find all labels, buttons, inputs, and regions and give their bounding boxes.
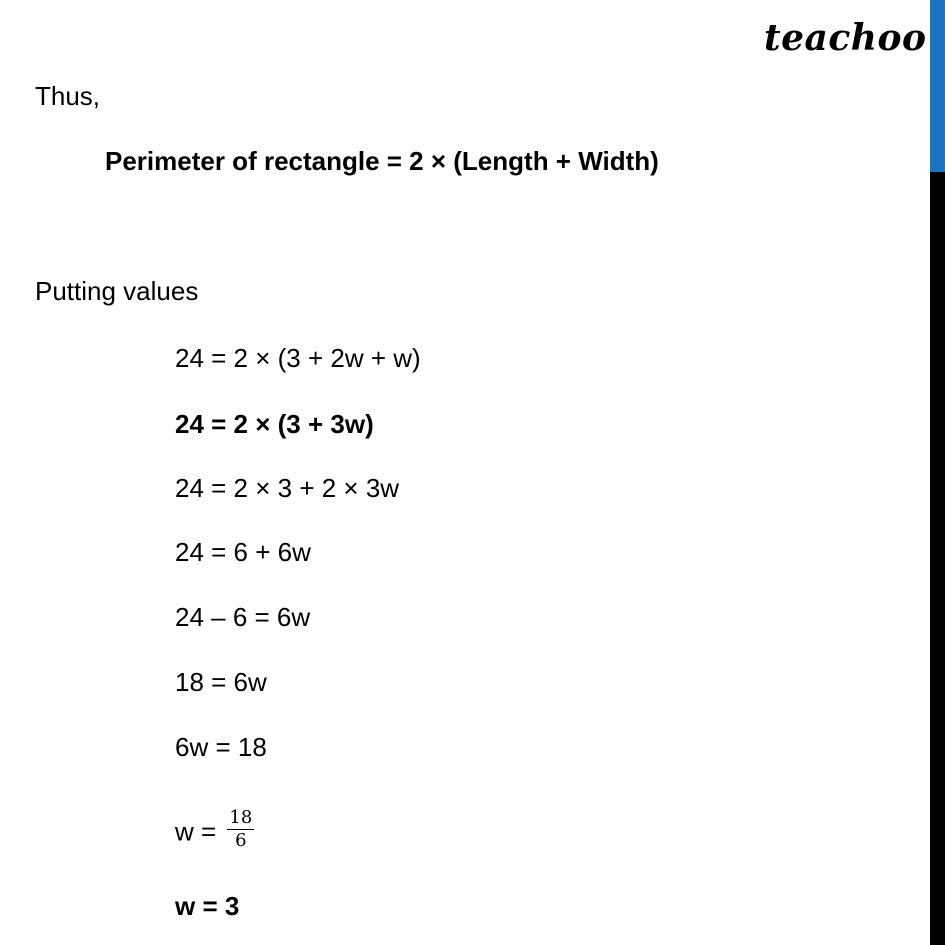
intro-text: Thus, (35, 81, 101, 111)
step-2: 24 = 2 × (3 + 3w) (175, 409, 374, 439)
result-line: w = 3 (175, 891, 240, 921)
step-1: 24 = 2 × (3 + 2w + w) (175, 343, 421, 373)
step-3: 24 = 2 × 3 + 2 × 3w (175, 473, 400, 503)
perimeter-formula: Perimeter of rectangle = 2 × (Length + Width) (105, 146, 659, 176)
step-4: 24 = 6 + 6w (175, 537, 311, 567)
teachoo-logo: teachoo (764, 17, 927, 59)
step-5: 24 – 6 = 6w (175, 602, 311, 632)
fraction (227, 808, 254, 851)
fraction-numerator: 18 (229, 807, 253, 828)
putting-values-text: Putting values (35, 276, 199, 306)
step-7: 6w = 18 (175, 732, 267, 762)
right-sidebar-accent (930, 0, 945, 172)
fraction-denominator: 6 (235, 830, 247, 851)
step-6: 18 = 6w (175, 667, 267, 697)
fraction-lhs: w = (175, 816, 217, 847)
fraction-step (175, 807, 254, 855)
